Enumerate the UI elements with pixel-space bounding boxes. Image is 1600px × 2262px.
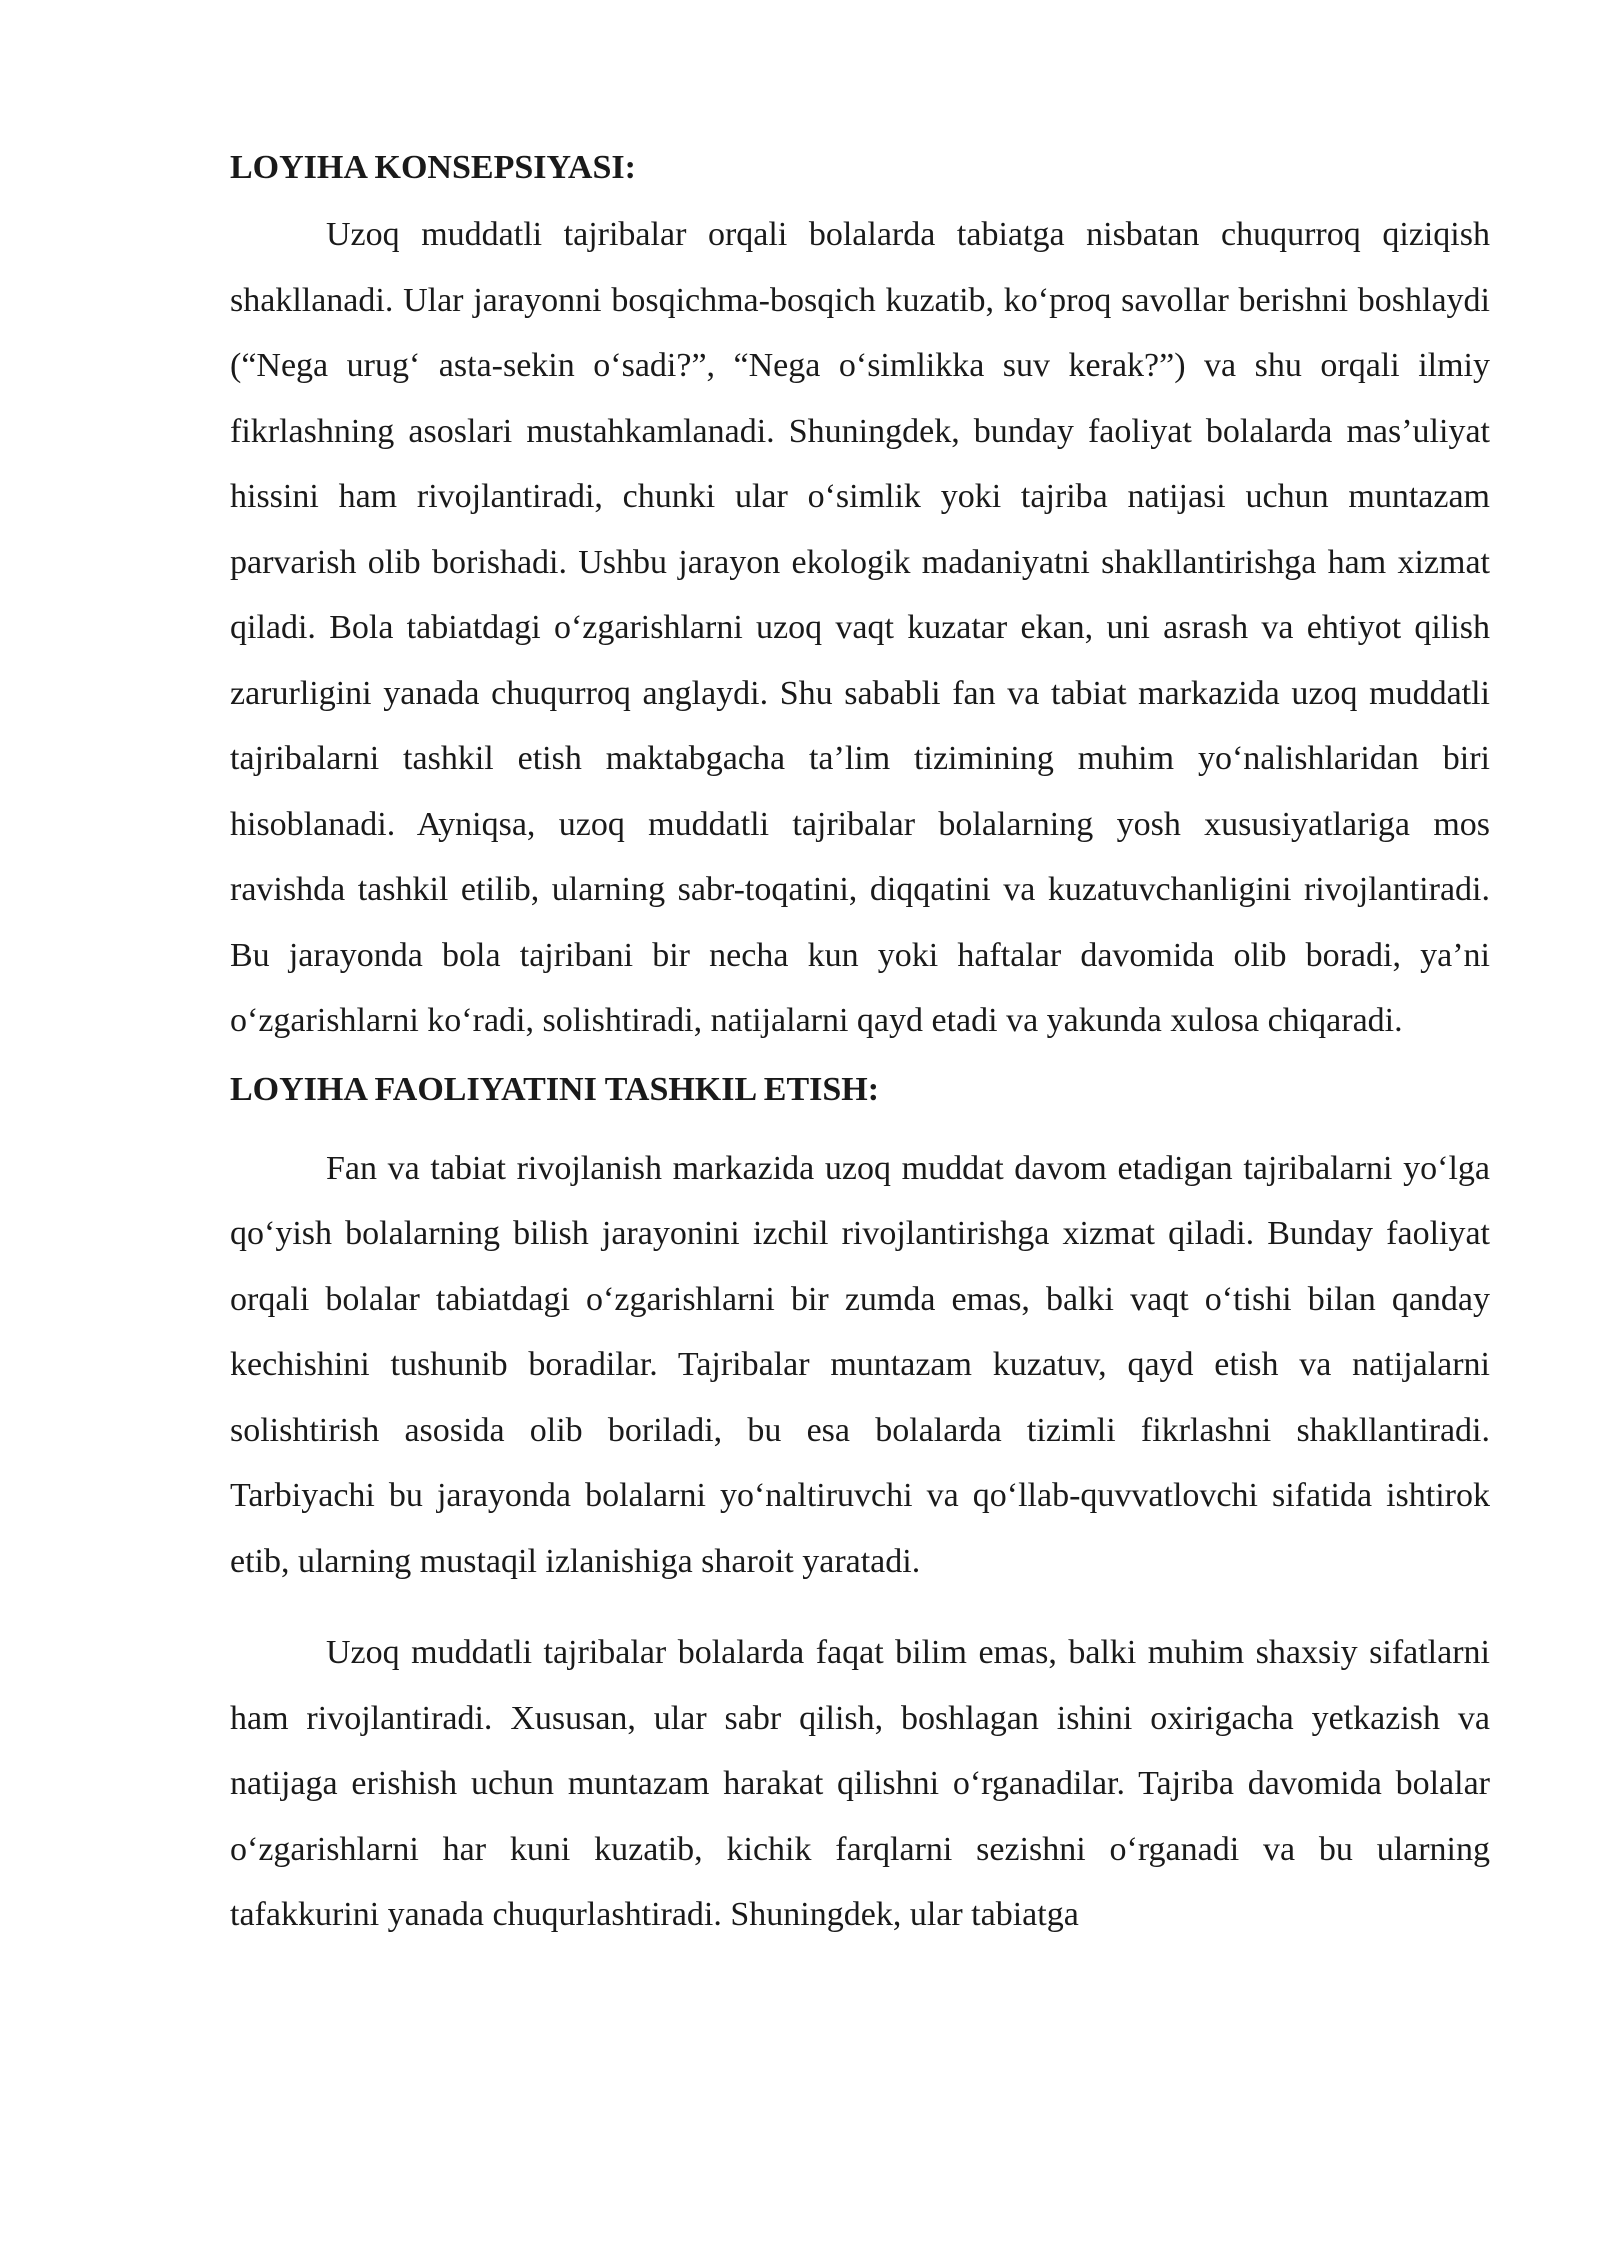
paragraph-concept: Uzoq muddatli tajribalar orqali bolalarda tabiatga nisbatan chuqurroq qiziqish shakllanadi. Ular jarayonni bosqichma-bosqich kuzatib, ko‘proq savollar berishni boshlaydi (“Nega urug‘ asta-sekin o‘sadi?”, “Nega o‘simlikka suv kerak?”) va shu orqali ilmiy fikrlashning asoslari mustahkamlanadi. Shuningdek, bunday faoliyat bolalarda mas’uliyat hissini ham rivojlantiradi, chunki ular o‘simlik yoki tajriba natijasi uchun muntazam parvarish olib borishadi. Ushbu jarayon ekologik madaniyatni shakllantirishga ham xizmat qiladi. Bola tabiatdagi o‘zgarishlarni uzoq vaqt kuzatar ekan, uni asrash va ehtiyot qilish zarurligini yanada chuqurroq anglaydi. Shu sababli fan va tabiat markazida uzoq muddatli tajribalarni tashkil etish maktabgacha ta’lim tizimining muhim yo‘nalishlaridan biri hisoblanadi. Ayniqsa, uzoq muddatli tajribalar bolalarning yosh xususiyatlariga mos ravishda tashkil etilib, ularning sabr-toqatini, diqqatini va kuzatuvchanligini rivojlantiradi. Bu jarayonda bola tajribani bir necha kun yoki haftalar davomida olib boradi, ya’ni o‘zgarishlarni ko‘radi, solishtiradi, natijalarni qayd etadi va yakunda xulosa chiqaradi. [230, 216, 1490, 1039]
paragraph-organization-1: Fan va tabiat rivojlanish markazida uzoq muddat davom etadigan tajribalarni yo‘lga qo‘yish bolalarning bilish jarayonini izchil rivojlantirishga xizmat qiladi. Bunday faoliyat orqali bolalar tabiatdagi o‘zgarishlarni bir zumda emas, balki vaqt o‘tishi bilan qanday kechishini tushunib boradilar. Tajribalar muntazam kuzatuv, qayd etish va natijalarni solishtirish asosida olib boriladi, bu esa bolalarda tizimli fikrlashni shakllantiradi. Tarbiyachi bu jarayonda bolalarni yo‘naltiruvchi va qo‘llab-quvvatlovchi sifatida ishtirok etib, ularning mustaqil izlanishiga sharoit yaratadi. [230, 1149, 1490, 1580]
section-heading-concept: LOYIHA KONSEPSIYASI: [230, 149, 636, 186]
paragraph-organization-2: Uzoq muddatli tajribalar bolalarda faqat bilim emas, balki muhim shaxsiy sifatlarni ham rivojlantiradi. Xususan, ular sabr qilish, boshlagan ishini oxirigacha yetkazish va natijaga erishish uchun muntazam harakat qilishni o‘rganadilar. Tajriba davomida bolalar o‘zgarishlarni har kuni kuzatib, kichik farqlarni sezishni o‘rganadi va bu ularning tafakkurini yanada chuqurlashtiradi. Shuningdek, ular tabiatga [230, 1634, 1490, 1933]
section-heading-organization: LOYIHA FAOLIYATINI TASHKIL ETISH: [230, 1070, 880, 1108]
page-content [230, 148, 1490, 1948]
